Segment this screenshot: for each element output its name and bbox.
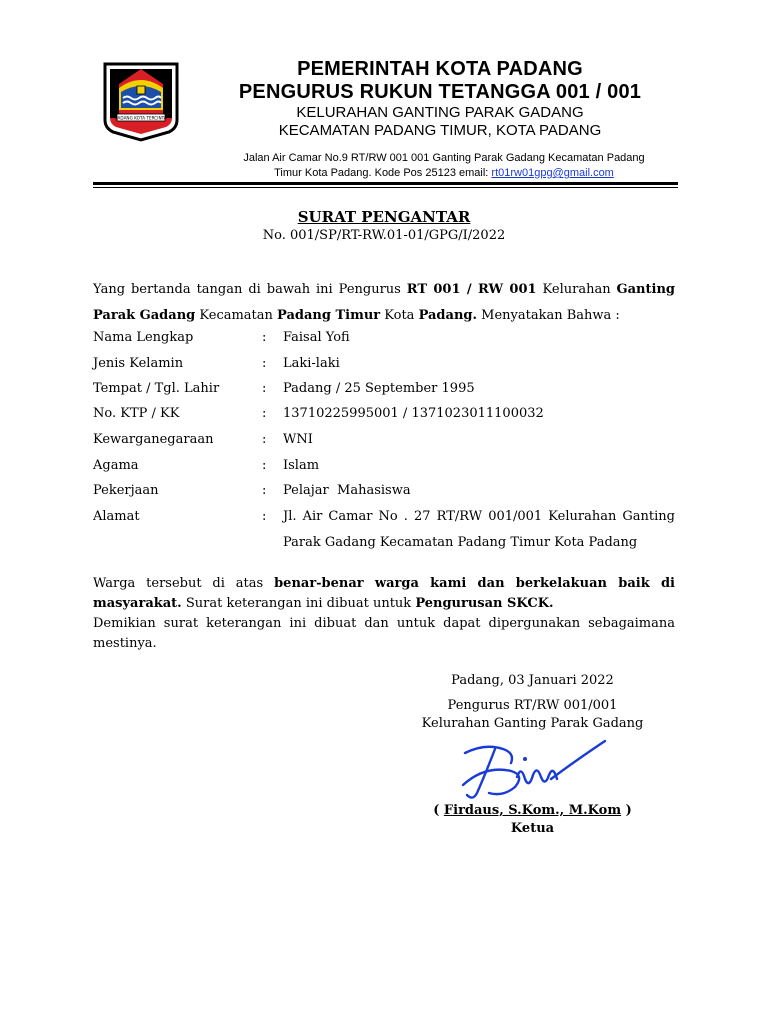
letterhead-government: PEMERINTAH KOTA PADANG — [297, 58, 583, 80]
email-link[interactable]: rt01rw01gpg@gmail.com — [491, 167, 614, 179]
closing-text-1: Warga tersebut di atas — [93, 576, 275, 591]
close-paren: ) — [621, 803, 632, 818]
field-colon: : — [262, 458, 267, 473]
field-value: Islam — [283, 458, 320, 473]
handwritten-signature-icon — [455, 735, 610, 807]
closing-bold-1: benar-benar warga kami dan berkelakuan baik di masyarakat. — [93, 576, 675, 611]
intro-kecamatan: Padang Timur — [277, 308, 381, 323]
signature-org-line-2: Kelurahan Ganting Parak Gadang — [421, 716, 644, 731]
signature-organization — [410, 697, 655, 733]
address-line-1: Jalan Air Camar No.9 RT/RW 001 001 Ganting Parak Gadang Kecamatan Padang — [243, 152, 645, 164]
intro-kelurahan: Ganting Parak Gadang — [93, 282, 675, 323]
field-colon: : — [262, 406, 267, 421]
intro-text-4: Kota — [380, 308, 419, 323]
signatory-position: Ketua — [510, 821, 555, 836]
signature-org-line-1: Pengurus RT/RW 001/001 — [447, 698, 618, 713]
signature-place-date: Padang, 03 Januari 2022 — [451, 673, 614, 688]
field-label: Nama Lengkap — [93, 330, 194, 345]
field-value: Padang / 25 September 1995 — [283, 381, 475, 396]
field-label: Alamat — [93, 509, 140, 524]
intro-text-5: Menyatakan Bahwa : — [477, 308, 620, 323]
letter-number: No. 001/SP/RT-RW.01-01/GPG/I/2022 — [262, 228, 506, 243]
field-colon: : — [262, 509, 267, 524]
intro-rt-rw: RT 001 / RW 001 — [406, 282, 537, 297]
field-label: Agama — [93, 458, 139, 473]
field-colon: : — [262, 356, 267, 371]
signatory-name-line — [410, 803, 655, 818]
closing-remark: Demikian surat keterangan ini dibuat dan untuk dapat dipergunakan sebagaimana mestinya. — [93, 616, 675, 651]
padang-city-emblem-icon — [103, 62, 179, 142]
intro-text-2: Kelurahan — [536, 282, 617, 297]
letterhead-rt: PENGURUS RUKUN TETANGGA 001 / 001 — [238, 81, 642, 103]
field-value: Jl. Air Camar No . 27 RT/RW 001/001 Kelurahan Ganting Parak Gadang Kecamatan Padang Timur Kota Padang — [283, 509, 675, 550]
field-label: Pekerjaan — [93, 483, 159, 498]
field-value: Laki-laki — [283, 356, 340, 371]
header-divider-thick — [93, 182, 678, 185]
letterhead-address — [212, 151, 676, 181]
address-line-2-text: Timur Kota Padang. Kode Pos 25123 email: — [274, 167, 492, 179]
letter-title: SURAT PENGANTAR — [297, 208, 471, 226]
intro-text-3: Kecamatan — [195, 308, 278, 323]
field-colon: : — [262, 432, 267, 447]
field-value: Pelajar Mahasiswa — [283, 483, 411, 498]
closing-purpose: Pengurusan SKCK. — [415, 596, 554, 611]
field-label: Tempat / Tgl. Lahir — [93, 381, 220, 396]
intro-paragraph — [93, 277, 675, 329]
field-value: 13710225995001 / 1371023011100032 — [283, 406, 544, 421]
closing-paragraph — [93, 574, 675, 654]
closing-statement — [93, 574, 675, 614]
field-label: Kewarganegaraan — [93, 432, 214, 447]
signatory-name: Firdaus, S.Kom., M.Kom — [443, 803, 622, 818]
letterhead-kelurahan: KELURAHAN GANTING PARAK GADANG — [296, 104, 584, 121]
field-value: Faisal Yofi — [283, 330, 350, 345]
field-value: WNI — [283, 432, 313, 447]
intro-kota: Padang. — [418, 308, 478, 323]
closing-text-2: Surat keterangan ini dibuat untuk — [181, 596, 416, 611]
letterhead — [210, 58, 670, 140]
emblem-motto: PADANG KOTA TERCINTA — [115, 115, 167, 121]
field-colon: : — [262, 381, 267, 396]
field-colon: : — [262, 483, 267, 498]
letterhead-kecamatan: KECAMATAN PADANG TIMUR, KOTA PADANG — [278, 122, 602, 139]
field-colon: : — [262, 330, 267, 345]
header-divider-thin — [93, 187, 678, 188]
open-paren: ( — [433, 803, 444, 818]
field-label: Jenis Kelamin — [93, 356, 184, 371]
address-line-2 — [212, 166, 676, 181]
field-label: No. KTP / KK — [93, 406, 180, 421]
intro-text-1: Yang bertanda tangan di bawah ini Pengurus — [93, 282, 407, 297]
